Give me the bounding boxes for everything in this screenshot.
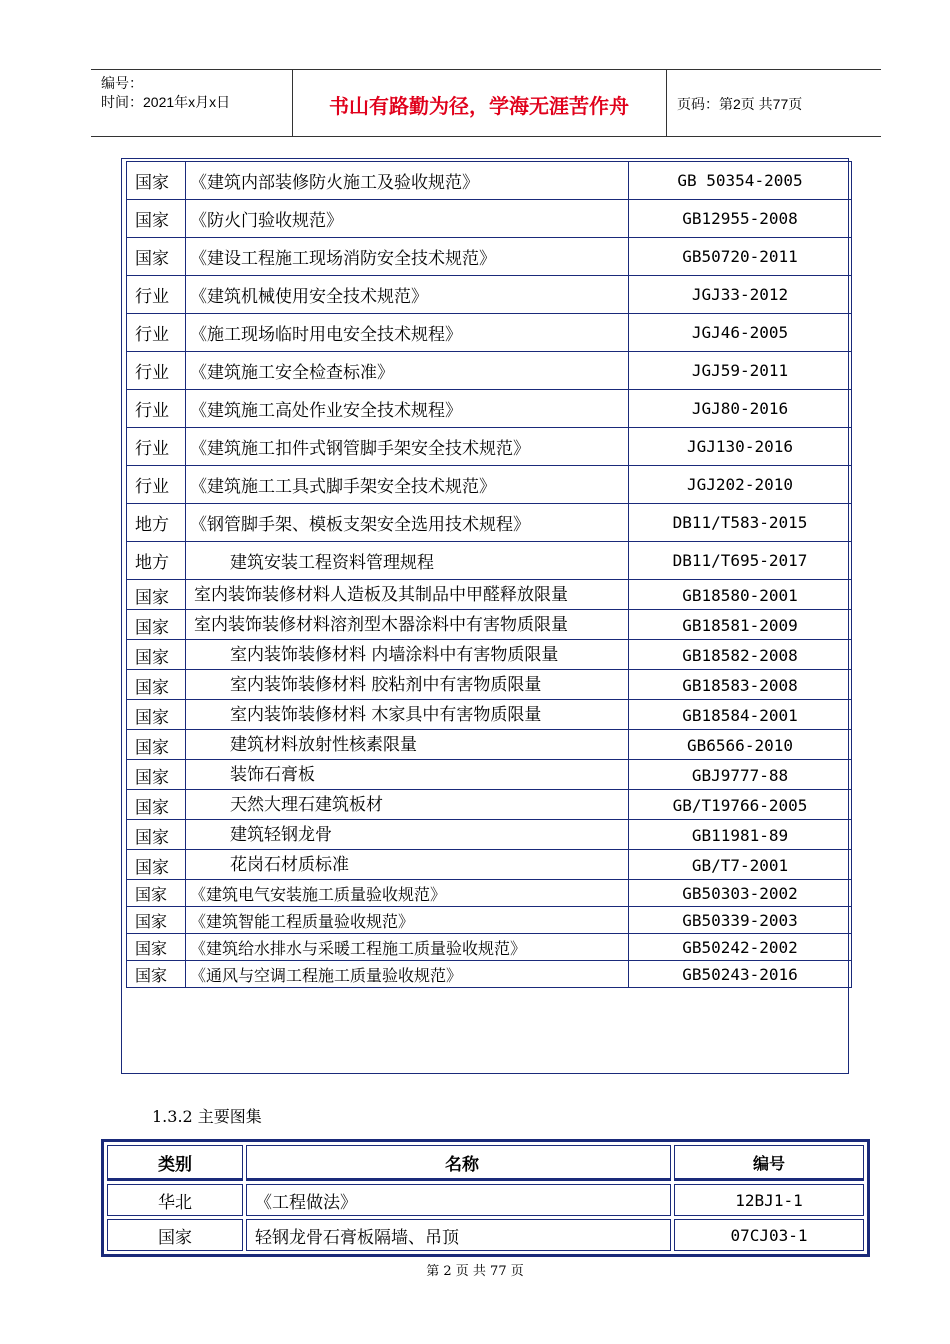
atlas-code-cell: 07CJ03-1 <box>674 1219 864 1251</box>
atlas-header-category: 类别 <box>107 1145 243 1181</box>
table-row <box>127 760 852 790</box>
standard-code-cell: GB11981-89 <box>629 820 852 850</box>
standard-level-cell: 国家 <box>127 907 186 934</box>
table-row <box>127 580 852 610</box>
standard-code-cell: GB6566-2010 <box>629 730 852 760</box>
standard-name-cell: 《建筑内部装修防火施工及验收规范》 <box>186 162 629 200</box>
table-row <box>127 200 852 238</box>
section-heading: 1.3.2 主要图集 <box>152 1107 262 1126</box>
standard-level-cell: 国家 <box>127 670 186 700</box>
standard-level-cell: 行业 <box>127 352 186 390</box>
standard-name-cell: 建筑轻钢龙骨 <box>186 820 629 850</box>
standard-level-cell: 地方 <box>127 542 186 580</box>
table-row <box>127 670 852 700</box>
table-row <box>107 1184 864 1216</box>
standard-name-cell: 《通风与空调工程施工质量验收规范》 <box>186 961 629 988</box>
standard-code-cell: GB12955-2008 <box>629 200 852 238</box>
standard-level-cell: 国家 <box>127 640 186 670</box>
table-row <box>127 162 852 200</box>
table-row <box>127 276 852 314</box>
standard-name-cell: 花岗石材质标准 <box>186 850 629 880</box>
standard-level-cell: 行业 <box>127 314 186 352</box>
standard-code-cell: GB50242-2002 <box>629 934 852 961</box>
standard-name-cell: 《防火门验收规范》 <box>186 200 629 238</box>
atlas-name-cell: 《工程做法》 <box>246 1184 671 1216</box>
standard-level-cell: 国家 <box>127 700 186 730</box>
atlas-header-row <box>107 1145 864 1181</box>
standard-code-cell: JGJ80-2016 <box>629 390 852 428</box>
standard-code-cell: GB18582-2008 <box>629 640 852 670</box>
standard-level-cell: 国家 <box>127 238 186 276</box>
standard-level-cell: 行业 <box>127 466 186 504</box>
standard-code-cell: DB11/T695-2017 <box>629 542 852 580</box>
standard-name-cell: 《建筑智能工程质量验收规范》 <box>186 907 629 934</box>
standard-name-cell: 《施工现场临时用电安全技术规程》 <box>186 314 629 352</box>
standard-name-cell: 《建筑施工工具式脚手架安全技术规范》 <box>186 466 629 504</box>
standard-code-cell: JGJ59-2011 <box>629 352 852 390</box>
standard-code-cell: GB18583-2008 <box>629 670 852 700</box>
standard-level-cell: 国家 <box>127 880 186 907</box>
standard-code-cell: GB18580-2001 <box>629 580 852 610</box>
standard-code-cell: JGJ130-2016 <box>629 428 852 466</box>
table-row <box>127 700 852 730</box>
standard-code-cell: GB18581-2009 <box>629 610 852 640</box>
table-row <box>127 542 852 580</box>
standard-name-cell: 《钢管脚手架、模板支架安全选用技术规程》 <box>186 504 629 542</box>
header-divider <box>666 70 667 136</box>
table-row <box>127 466 852 504</box>
table-row <box>127 730 852 760</box>
time-label: 时间：2021年x月x日 <box>101 94 231 110</box>
table-row <box>127 238 852 276</box>
standard-level-cell: 国家 <box>127 610 186 640</box>
atlas-category-cell: 华北 <box>107 1184 243 1216</box>
standard-level-cell: 国家 <box>127 162 186 200</box>
table-row <box>127 390 852 428</box>
table-row <box>127 428 852 466</box>
table-row <box>127 850 852 880</box>
standard-name-cell: 《建设工程施工现场消防安全技术规范》 <box>186 238 629 276</box>
atlas-header-name: 名称 <box>246 1145 671 1181</box>
standard-name-cell: 《建筑施工扣件式钢管脚手架安全技术规范》 <box>186 428 629 466</box>
atlas-name-cell: 轻钢龙骨石膏板隔墙、吊顶 <box>246 1219 671 1251</box>
table-row <box>127 907 852 934</box>
standard-code-cell: JGJ33-2012 <box>629 276 852 314</box>
standard-code-cell: GB50303-2002 <box>629 880 852 907</box>
table-row <box>127 820 852 850</box>
standards-table <box>126 161 852 988</box>
table-row <box>127 640 852 670</box>
standard-level-cell: 国家 <box>127 200 186 238</box>
standard-code-cell: GB50720-2011 <box>629 238 852 276</box>
table-row <box>127 352 852 390</box>
atlas-header-code: 编号 <box>674 1145 864 1181</box>
standard-level-cell: 行业 <box>127 390 186 428</box>
standard-level-cell: 国家 <box>127 961 186 988</box>
table-row <box>127 880 852 907</box>
standard-level-cell: 地方 <box>127 504 186 542</box>
standard-level-cell: 国家 <box>127 934 186 961</box>
serial-label: 编号： <box>101 75 143 91</box>
table-row <box>107 1219 864 1251</box>
standard-name-cell: 室内装饰装修材料人造板及其制品中甲醛释放限量 <box>186 580 629 610</box>
standard-code-cell: GB50243-2016 <box>629 961 852 988</box>
standard-name-cell: 《建筑电气安装施工质量验收规范》 <box>186 880 629 907</box>
standard-name-cell: 室内装饰装修材料溶剂型木器涂料中有害物质限量 <box>186 610 629 640</box>
standard-code-cell: GB50339-2003 <box>629 907 852 934</box>
standard-name-cell: 装饰石膏板 <box>186 760 629 790</box>
standard-name-cell: 建筑材料放射性核素限量 <box>186 730 629 760</box>
standard-name-cell: 《建筑机械使用安全技术规范》 <box>186 276 629 314</box>
header-motto: 书山有路勤为径，学海无涯苦作舟 <box>329 94 629 118</box>
standard-code-cell: JGJ46-2005 <box>629 314 852 352</box>
table-row <box>127 790 852 820</box>
standard-code-cell: GB/T19766-2005 <box>629 790 852 820</box>
standard-level-cell: 国家 <box>127 730 186 760</box>
standard-level-cell: 国家 <box>127 760 186 790</box>
standard-level-cell: 国家 <box>127 790 186 820</box>
standard-level-cell: 国家 <box>127 850 186 880</box>
standard-name-cell: 室内装饰装修材料 内墙涂料中有害物质限量 <box>186 640 629 670</box>
standard-name-cell: 天然大理石建筑板材 <box>186 790 629 820</box>
standard-level-cell: 行业 <box>127 276 186 314</box>
table-row <box>127 934 852 961</box>
table-row <box>127 610 852 640</box>
standard-name-cell: 《建筑施工高处作业安全技术规程》 <box>186 390 629 428</box>
header-meta <box>101 74 230 112</box>
standard-level-cell: 国家 <box>127 820 186 850</box>
page-footer: 第 2 页 共 77 页 <box>426 1264 524 1279</box>
standard-name-cell: 建筑安装工程资料管理规程 <box>186 542 629 580</box>
atlas-code-cell: 12BJ1-1 <box>674 1184 864 1216</box>
standard-level-cell: 国家 <box>127 580 186 610</box>
table-row <box>127 504 852 542</box>
standard-code-cell: GBJ9777-88 <box>629 760 852 790</box>
standards-table-frame <box>121 158 849 1074</box>
standard-name-cell: 室内装饰装修材料 胶粘剂中有害物质限量 <box>186 670 629 700</box>
standard-name-cell: 室内装饰装修材料 木家具中有害物质限量 <box>186 700 629 730</box>
atlas-table <box>101 1139 870 1257</box>
standard-code-cell: JGJ202-2010 <box>629 466 852 504</box>
standard-code-cell: GB18584-2001 <box>629 700 852 730</box>
standard-code-cell: GB/T7-2001 <box>629 850 852 880</box>
standard-name-cell: 《建筑给水排水与采暖工程施工质量验收规范》 <box>186 934 629 961</box>
table-row <box>127 314 852 352</box>
atlas-category-cell: 国家 <box>107 1219 243 1251</box>
table-row <box>127 961 852 988</box>
standard-level-cell: 行业 <box>127 428 186 466</box>
standard-code-cell: DB11/T583-2015 <box>629 504 852 542</box>
header-page-info: 页码：第2页 共77页 <box>677 96 803 112</box>
page-header <box>91 69 881 137</box>
standard-code-cell: GB 50354-2005 <box>629 162 852 200</box>
standard-name-cell: 《建筑施工安全检查标准》 <box>186 352 629 390</box>
